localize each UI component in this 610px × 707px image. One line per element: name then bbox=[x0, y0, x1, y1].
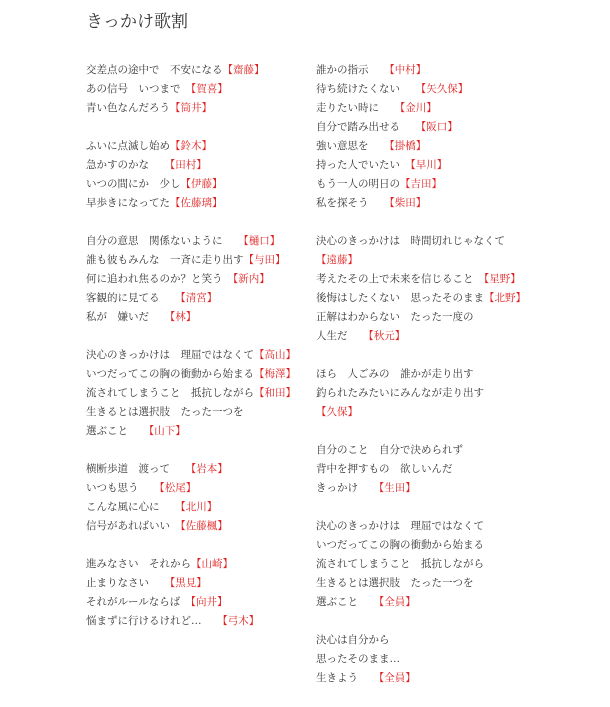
lyric-text: 強い意思を bbox=[316, 140, 390, 152]
lyric-text: 悩まずに行けるけれど… bbox=[86, 615, 223, 627]
lyric-text: 人生だ bbox=[316, 330, 369, 342]
lyric-line bbox=[316, 327, 546, 346]
lyric-stanza bbox=[86, 555, 301, 631]
lyric-text: もう一人の明日の bbox=[316, 178, 400, 190]
lyric-stanza bbox=[86, 232, 301, 327]
lyric-line bbox=[316, 308, 546, 327]
singer-name: 【岩本】 bbox=[191, 463, 228, 475]
lyric-text: 急かすのかな bbox=[86, 159, 170, 171]
lyric-text: 早歩きになってた bbox=[86, 197, 170, 209]
lyric-text: 背中を押すもの 欲しいんだ bbox=[316, 463, 453, 475]
lyric-text: 自分の意思 関係ないように bbox=[86, 235, 244, 247]
singer-name: 【弓木】 bbox=[222, 615, 260, 627]
singer-name: 【山崎】 bbox=[191, 558, 233, 570]
lyric-line bbox=[86, 175, 301, 194]
lyric-text: 横断歩道 渡って bbox=[86, 463, 191, 475]
lyric-text: 考えたその上で未来を信じること bbox=[316, 273, 484, 285]
lyric-line bbox=[316, 460, 546, 479]
singer-name: 【佐藤璃】 bbox=[170, 197, 223, 209]
lyric-stanza bbox=[316, 232, 546, 346]
singer-name: 【早川】 bbox=[410, 159, 448, 171]
lyric-line bbox=[316, 574, 546, 593]
lyric-line bbox=[86, 498, 301, 517]
lyric-text: 私が 嫌いだ bbox=[86, 311, 170, 323]
lyric-line bbox=[86, 593, 301, 612]
singer-name: 【賀喜】 bbox=[191, 83, 228, 95]
lyric-text: 走りたい時に bbox=[316, 102, 400, 114]
right-lyrics-column bbox=[316, 61, 546, 707]
lyric-stanza bbox=[86, 346, 301, 441]
left-lyrics-column bbox=[86, 61, 301, 650]
lyric-text: いつだってこの胸の衝動から始まる bbox=[316, 539, 484, 551]
singer-name: 【松尾】 bbox=[159, 482, 197, 494]
singer-name: 【田村】 bbox=[170, 159, 207, 171]
lyric-text: 交差点の途中で 不安になる bbox=[86, 64, 223, 76]
lyric-text: 決心は自分から bbox=[316, 634, 390, 646]
lyric-line bbox=[86, 555, 301, 574]
lyric-line bbox=[86, 99, 301, 118]
lyric-text: 誰も彼もみんな 一斉に走り出す bbox=[86, 254, 244, 266]
singer-name: 【掛橋】 bbox=[389, 140, 427, 152]
singer-name: 【阪口】 bbox=[421, 121, 458, 133]
lyric-line bbox=[316, 270, 546, 289]
lyric-text: ふいに点滅し始め bbox=[86, 140, 170, 152]
lyric-line bbox=[316, 61, 546, 80]
lyric-text: 決心のきっかけは 時間切れじゃなくて bbox=[316, 235, 505, 247]
lyric-stanza bbox=[316, 61, 546, 213]
lyric-text: 決心のきっかけは 理屈ではなくて bbox=[86, 349, 254, 361]
lyric-line bbox=[86, 346, 301, 365]
singer-name: 【梅澤】 bbox=[254, 368, 296, 380]
lyric-text: 選ぶこと bbox=[86, 425, 149, 437]
singer-name: 【向井】 bbox=[190, 596, 228, 608]
lyric-line bbox=[86, 194, 301, 213]
lyric-text: 後悔はしたくない 思ったそのまま bbox=[316, 292, 484, 304]
lyric-text: 生きるとは選択肢 たった一つを bbox=[316, 577, 474, 589]
lyric-text: 決心のきっかけは 理屈ではなくて bbox=[316, 520, 484, 532]
lyric-text: 思ったそのまま… bbox=[316, 653, 400, 665]
lyric-line bbox=[86, 251, 301, 270]
lyric-line bbox=[316, 156, 546, 175]
lyric-text: いつの間にか 少し bbox=[86, 178, 181, 190]
singer-name: 【高山】 bbox=[254, 349, 296, 361]
lyric-line bbox=[86, 384, 301, 403]
singer-name: 【金川】 bbox=[400, 102, 437, 114]
lyric-line bbox=[316, 175, 546, 194]
singer-name: 【与田】 bbox=[243, 254, 286, 266]
lyric-text: 信号があればいい bbox=[86, 520, 181, 532]
lyric-line bbox=[86, 156, 301, 175]
lyric-line bbox=[316, 479, 546, 498]
singer-name: 【生田】 bbox=[379, 482, 416, 494]
singer-name: 【佐藤楓】 bbox=[180, 520, 228, 532]
lyric-line bbox=[316, 593, 546, 612]
lyric-text: あの信号 いつまで bbox=[86, 83, 191, 95]
lyric-text: それがルールならば bbox=[86, 596, 191, 608]
lyric-text: ほら 人ごみの 誰かが走り出す bbox=[316, 368, 474, 380]
lyric-line bbox=[316, 289, 546, 308]
lyric-stanza bbox=[316, 631, 546, 688]
singer-name: 【全員】 bbox=[379, 672, 416, 684]
lyric-text: 待ち続けたくない bbox=[316, 83, 421, 95]
lyric-line bbox=[86, 61, 301, 80]
lyric-text: 持った人でいたい bbox=[316, 159, 411, 171]
singer-name: 【遠藤】 bbox=[316, 254, 358, 266]
lyric-text: 私を探そう bbox=[316, 197, 390, 209]
lyric-line bbox=[316, 631, 546, 650]
lyric-line bbox=[316, 99, 546, 118]
lyric-stanza bbox=[86, 61, 301, 118]
lyric-text: 生きるとは選択肢 たった一つを bbox=[86, 406, 244, 418]
lyric-text: 流されてしまうこと 抵抗しながら bbox=[316, 558, 484, 570]
lyric-line bbox=[316, 194, 546, 213]
lyric-text: いつだってこの胸の衝動から始まる bbox=[86, 368, 254, 380]
lyric-text: 自分のこと 自分で決められず bbox=[316, 444, 463, 456]
singer-name: 【北野】 bbox=[484, 292, 526, 304]
lyric-line bbox=[316, 232, 546, 251]
lyric-text: 誰かの指示 bbox=[316, 64, 390, 76]
lyric-line bbox=[316, 80, 546, 99]
lyric-line bbox=[86, 80, 301, 99]
page-title: きっかけ歌割 bbox=[86, 12, 188, 32]
lyric-text: 釣られたみたいにみんなが走り出す bbox=[316, 387, 484, 399]
singer-name: 【吉田】 bbox=[400, 178, 442, 190]
lyric-line bbox=[86, 479, 301, 498]
lyric-line bbox=[316, 251, 546, 270]
lyric-line bbox=[316, 650, 546, 669]
lyric-text: 止まりなさい bbox=[86, 577, 170, 589]
lyric-line bbox=[86, 422, 301, 441]
lyric-line bbox=[86, 137, 301, 156]
lyric-line bbox=[316, 403, 546, 422]
lyric-line bbox=[316, 441, 546, 460]
lyric-text: 客観的に見てる bbox=[86, 292, 181, 304]
lyric-stanza bbox=[316, 517, 546, 612]
lyric-line bbox=[86, 270, 301, 289]
lyric-text: 自分で踏み出せる bbox=[316, 121, 421, 133]
lyric-text: 進みなさい それから bbox=[86, 558, 191, 570]
singer-name: 【樋口】 bbox=[243, 235, 281, 247]
lyric-line bbox=[316, 536, 546, 555]
singer-name: 【山下】 bbox=[149, 425, 186, 437]
singer-name: 【筒井】 bbox=[170, 102, 212, 114]
lyric-line bbox=[86, 517, 301, 536]
lyric-text: 生きよう bbox=[316, 672, 379, 684]
singer-name: 【柴田】 bbox=[389, 197, 427, 209]
lyric-line bbox=[86, 574, 301, 593]
lyric-line bbox=[86, 308, 301, 327]
lyric-text: 選ぶこと bbox=[316, 596, 379, 608]
lyric-line bbox=[86, 403, 301, 422]
singer-name: 【林】 bbox=[170, 311, 197, 323]
singer-name: 【矢久保】 bbox=[421, 83, 469, 95]
lyric-line bbox=[316, 137, 546, 156]
lyric-line bbox=[86, 365, 301, 384]
singer-name: 【伊藤】 bbox=[180, 178, 223, 190]
lyric-text: こんな風に心に bbox=[86, 501, 181, 513]
singer-name: 【鈴木】 bbox=[170, 140, 212, 152]
lyric-line bbox=[316, 118, 546, 137]
singer-name: 【久保】 bbox=[316, 406, 358, 418]
singer-name: 【清宮】 bbox=[180, 292, 218, 304]
singer-name: 【星野】 bbox=[484, 273, 521, 285]
lyric-stanza bbox=[86, 137, 301, 213]
lyric-line bbox=[86, 460, 301, 479]
singer-name: 【齋藤】 bbox=[222, 64, 265, 76]
lyric-text: いつも思う bbox=[86, 482, 160, 494]
lyric-line bbox=[316, 517, 546, 536]
lyric-line bbox=[316, 555, 546, 574]
singer-name: 【中村】 bbox=[389, 64, 427, 76]
lyric-line bbox=[316, 384, 546, 403]
lyric-text: 青い色なんだろう bbox=[86, 102, 170, 114]
singer-name: 【和田】 bbox=[254, 387, 296, 399]
lyric-stanza bbox=[316, 365, 546, 422]
lyric-text: 正解はわからない たった一度の bbox=[316, 311, 474, 323]
lyric-line bbox=[86, 612, 301, 631]
singer-name: 【黒見】 bbox=[170, 577, 207, 589]
singer-name: 【秋元】 bbox=[368, 330, 406, 342]
lyric-line bbox=[86, 232, 301, 251]
lyric-line bbox=[316, 365, 546, 384]
lyric-stanza bbox=[316, 441, 546, 498]
singer-name: 【新内】 bbox=[233, 273, 270, 285]
lyric-text: 流されてしまうこと 抵抗しながら bbox=[86, 387, 254, 399]
lyric-line bbox=[316, 669, 546, 688]
lyric-stanza bbox=[86, 460, 301, 536]
singer-name: 【全員】 bbox=[379, 596, 416, 608]
lyric-text: きっかけ bbox=[316, 482, 379, 494]
lyric-line bbox=[86, 289, 301, 308]
singer-name: 【北川】 bbox=[180, 501, 218, 513]
lyric-text: 何に追われ焦るのか？と笑う bbox=[86, 273, 233, 285]
